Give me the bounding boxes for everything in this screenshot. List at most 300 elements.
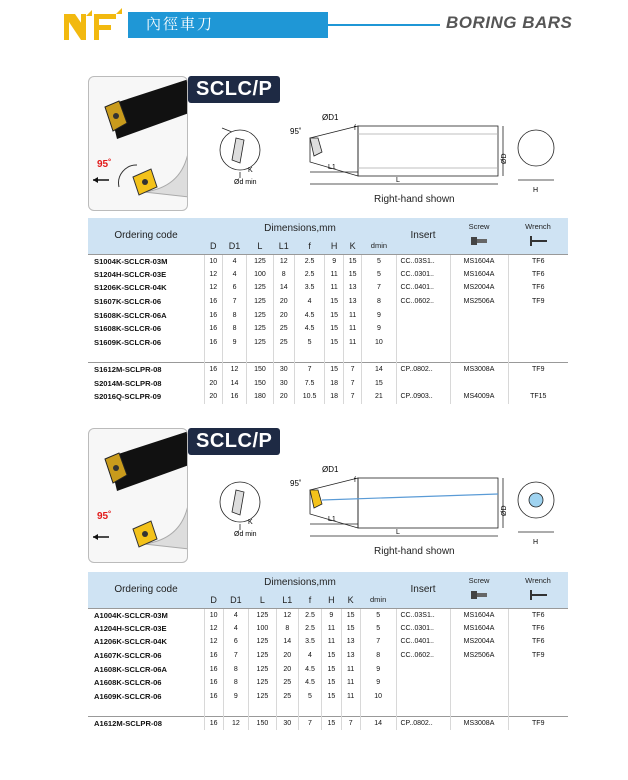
dim-cell-d1: 4 bbox=[223, 608, 248, 622]
dim-cell-k: 11 bbox=[343, 322, 361, 336]
insert-cell bbox=[396, 703, 450, 717]
screw-cell bbox=[450, 322, 508, 336]
dim-cell-l1: 25 bbox=[276, 690, 298, 704]
ordering-code-cell: A1609K-SCLCR-06 bbox=[94, 691, 162, 701]
title-divider bbox=[328, 24, 440, 26]
screw-cell bbox=[450, 376, 508, 390]
dim-cell-f: 4 bbox=[298, 649, 322, 663]
col-l1: L1 bbox=[273, 238, 294, 254]
dim-cell-k: 13 bbox=[341, 635, 360, 649]
table-row bbox=[88, 390, 568, 404]
dim-cell-l1: 20 bbox=[273, 390, 294, 404]
dim-cell-k: 15 bbox=[343, 268, 361, 282]
dim-cell-l: 150 bbox=[247, 363, 274, 377]
dim-cell-h: 15 bbox=[325, 295, 343, 309]
d-label-2: ØD bbox=[501, 505, 508, 516]
insert-cell: CP..0802.. bbox=[396, 717, 450, 731]
col-d1: D1 bbox=[222, 238, 246, 254]
insert-cell: CP..0802.. bbox=[396, 363, 450, 377]
dim-cell-l1 bbox=[276, 703, 298, 717]
insert-cell: CP..0903.. bbox=[396, 390, 450, 404]
table-row bbox=[88, 622, 568, 636]
dim-cell-h: 11 bbox=[322, 635, 341, 649]
dim-cell-d1: 6 bbox=[222, 281, 246, 295]
ordering-code-cell: A1608K-SCLCR-06 bbox=[94, 678, 162, 688]
screw-cell bbox=[450, 308, 508, 322]
wrench-icon bbox=[527, 234, 549, 248]
k-label: K bbox=[248, 167, 253, 174]
dim-cell-l1: 8 bbox=[273, 268, 294, 282]
dim-cell-dmin: 5 bbox=[362, 254, 396, 268]
ordering-code-cell: S2016Q-SCLPR-09 bbox=[94, 392, 162, 402]
model-title-2: SCLC/P bbox=[188, 428, 280, 455]
wrench-cell: TF9 bbox=[508, 295, 568, 309]
dim-cell-f: 3.5 bbox=[294, 281, 325, 295]
l1-label-2: L1 bbox=[328, 516, 336, 523]
dim-cell-d: 20 bbox=[204, 390, 222, 404]
technical-drawing-2 bbox=[218, 460, 568, 550]
dim-cell-k: 15 bbox=[341, 622, 360, 636]
dim-cell-l1: 20 bbox=[276, 662, 298, 676]
dim-cell-d1: 4 bbox=[222, 268, 246, 282]
dim-cell-d1: 14 bbox=[222, 376, 246, 390]
dim-cell-l: 125 bbox=[247, 281, 274, 295]
table-row bbox=[88, 676, 568, 690]
dim-cell-f: 2.5 bbox=[298, 608, 322, 622]
f-label-2: f bbox=[354, 477, 356, 484]
dim-cell-dmin: 9 bbox=[360, 676, 396, 690]
dim-cell-l: 150 bbox=[247, 376, 274, 390]
wrench-cell: TF6 bbox=[508, 281, 568, 295]
dim-cell-d1: 8 bbox=[223, 662, 248, 676]
dim-cell-dmin: 9 bbox=[362, 308, 396, 322]
wrench-icon-2 bbox=[527, 588, 549, 602]
page-title-en: BORING BARS bbox=[446, 13, 573, 32]
screw-cell: MS2004A bbox=[450, 635, 508, 649]
dim-cell-dmin: 14 bbox=[360, 717, 396, 731]
dim-cell-l1: 12 bbox=[273, 254, 294, 268]
dim-cell-k bbox=[341, 703, 360, 717]
col-ordering-code: Ordering code bbox=[88, 218, 204, 254]
dim-cell-d bbox=[204, 703, 223, 717]
dim-cell-dmin: 7 bbox=[362, 281, 396, 295]
dim-cell-d1: 12 bbox=[223, 717, 248, 731]
dim-cell-dmin bbox=[360, 703, 396, 717]
screw-cell: MS1604A bbox=[450, 622, 508, 636]
dim-cell-d: 12 bbox=[204, 268, 222, 282]
dim-cell-dmin: 10 bbox=[362, 336, 396, 350]
ordering-code-cell: A1206K-SCLCR-04K bbox=[94, 637, 168, 647]
dim-cell-d1: 8 bbox=[223, 676, 248, 690]
screw-header-label: Screw bbox=[468, 222, 490, 231]
dim-cell-d1: 4 bbox=[223, 622, 248, 636]
dim-cell-dmin: 14 bbox=[362, 363, 396, 377]
angle-label-2: 95˚ bbox=[290, 479, 302, 488]
insert-cell bbox=[396, 336, 450, 350]
col-dimensions: Dimensions,mm bbox=[204, 218, 396, 238]
col-h-2: H bbox=[322, 592, 341, 608]
dim-cell-f: 5 bbox=[294, 336, 325, 350]
dim-cell-d: 12 bbox=[204, 635, 223, 649]
dim-cell-f: 7.5 bbox=[294, 376, 325, 390]
dim-cell-l: 150 bbox=[249, 717, 277, 731]
dim-cell-d: 20 bbox=[204, 376, 222, 390]
screw-cell: MS2004A bbox=[450, 281, 508, 295]
dim-cell-h bbox=[325, 349, 343, 363]
dim-cell-d1: 12 bbox=[222, 363, 246, 377]
dim-cell-h bbox=[322, 703, 341, 717]
col-ordering-code-2: Ordering code bbox=[88, 572, 204, 608]
dim-cell-d bbox=[204, 349, 222, 363]
dim-cell-d1: 8 bbox=[222, 308, 246, 322]
col-dimensions-2: Dimensions,mm bbox=[204, 572, 396, 592]
insert-cell bbox=[396, 308, 450, 322]
table-row bbox=[88, 268, 568, 282]
ordering-code-cell: S1608K-SCLCR-06A bbox=[94, 310, 167, 320]
dim-cell-f: 10.5 bbox=[294, 390, 325, 404]
wrench-cell bbox=[508, 308, 568, 322]
dim-cell-l: 125 bbox=[247, 295, 274, 309]
dim-cell-l1: 8 bbox=[276, 622, 298, 636]
wrench-cell bbox=[508, 676, 568, 690]
table-row bbox=[88, 322, 568, 336]
h-label: H bbox=[533, 187, 539, 194]
col-f-2: f bbox=[298, 592, 322, 608]
dim-cell-l: 100 bbox=[249, 622, 277, 636]
dim-cell-l1: 30 bbox=[273, 376, 294, 390]
dim-cell-l: 125 bbox=[249, 635, 277, 649]
dim-cell-f: 4.5 bbox=[294, 322, 325, 336]
right-hand-caption-2: Right-hand shown bbox=[374, 546, 455, 557]
k-label-2: K bbox=[248, 519, 253, 526]
dim-cell-f: 4 bbox=[294, 295, 325, 309]
col-l1-2: L1 bbox=[276, 592, 298, 608]
col-wrench-2 bbox=[508, 572, 568, 608]
col-f: f bbox=[294, 238, 325, 254]
dim-cell-k bbox=[343, 349, 361, 363]
dim-cell-f: 2.5 bbox=[298, 622, 322, 636]
screw-cell: MS1604A bbox=[450, 268, 508, 282]
dim-cell-l: 125 bbox=[249, 608, 277, 622]
dim-cell-d1: 9 bbox=[222, 336, 246, 350]
insert-cell: CC..03S1.. bbox=[396, 254, 450, 268]
wrench-cell: TF6 bbox=[508, 608, 568, 622]
ordering-code-cell: A1608K-SCLCR-06A bbox=[94, 664, 168, 674]
l-label: L bbox=[396, 177, 400, 184]
page-title-zh: 內徑車刀 bbox=[128, 12, 328, 38]
ordering-code-cell bbox=[88, 349, 204, 363]
col-d1-2: D1 bbox=[223, 592, 248, 608]
ordering-code-cell: S2014M-SCLPR-08 bbox=[94, 378, 162, 388]
table-row bbox=[88, 254, 568, 268]
dim-cell-d: 12 bbox=[204, 281, 222, 295]
dim-cell-l: 125 bbox=[247, 254, 274, 268]
dim-cell-h: 15 bbox=[322, 676, 341, 690]
d1-label-2: ØD1 bbox=[322, 465, 339, 474]
insert-cell: CC..0602.. bbox=[396, 295, 450, 309]
table-row bbox=[88, 717, 568, 731]
col-d-2: D bbox=[204, 592, 223, 608]
dim-cell-dmin: 7 bbox=[360, 635, 396, 649]
insert-cell bbox=[396, 376, 450, 390]
col-insert-2: Insert bbox=[396, 572, 450, 608]
col-l: L bbox=[247, 238, 274, 254]
d-label: ØD bbox=[501, 153, 508, 164]
screw-cell: MS2506A bbox=[450, 649, 508, 663]
insert-cell bbox=[396, 349, 450, 363]
screw-cell: MS2506A bbox=[450, 295, 508, 309]
screw-cell bbox=[450, 690, 508, 704]
ordering-code-cell: S1608K-SCLCR-06 bbox=[94, 324, 162, 334]
dmin-label-2: Ød min bbox=[234, 531, 257, 538]
insert-cell: CC..03S1.. bbox=[396, 608, 450, 622]
dim-cell-l1: 20 bbox=[273, 308, 294, 322]
dim-cell-dmin: 5 bbox=[362, 268, 396, 282]
dim-cell-l1: 30 bbox=[273, 363, 294, 377]
angle-label: 95˚ bbox=[290, 127, 302, 136]
dim-cell-h: 11 bbox=[325, 281, 343, 295]
dim-cell-d: 16 bbox=[204, 295, 222, 309]
dim-cell-h: 9 bbox=[325, 254, 343, 268]
product-image bbox=[88, 76, 188, 211]
dim-cell-d: 16 bbox=[204, 322, 222, 336]
dim-cell-d: 16 bbox=[204, 363, 222, 377]
dim-cell-f: 4.5 bbox=[298, 662, 322, 676]
dim-cell-h: 15 bbox=[325, 363, 343, 377]
dim-cell-d: 16 bbox=[204, 676, 223, 690]
dim-cell-d: 16 bbox=[204, 662, 223, 676]
insert-cell: CC..0401.. bbox=[396, 635, 450, 649]
dim-cell-dmin: 5 bbox=[360, 622, 396, 636]
dim-cell-l: 125 bbox=[249, 690, 277, 704]
table-row bbox=[88, 635, 568, 649]
dim-cell-dmin: 5 bbox=[360, 608, 396, 622]
dim-cell-f: 4.5 bbox=[298, 676, 322, 690]
screw-cell bbox=[450, 662, 508, 676]
f-label: f bbox=[354, 125, 356, 132]
dim-cell-l1: 30 bbox=[276, 717, 298, 731]
dim-cell-h: 18 bbox=[325, 376, 343, 390]
dim-cell-k: 11 bbox=[343, 336, 361, 350]
col-screw bbox=[450, 218, 508, 254]
dim-cell-d1: 7 bbox=[223, 649, 248, 663]
dim-cell-dmin: 8 bbox=[362, 295, 396, 309]
dim-cell-d: 10 bbox=[204, 608, 223, 622]
table-row bbox=[88, 349, 568, 363]
wrench-header-label-2: Wrench bbox=[525, 576, 551, 585]
col-l-2: L bbox=[249, 592, 277, 608]
dim-cell-d1 bbox=[222, 349, 246, 363]
wrench-cell bbox=[508, 376, 568, 390]
wrench-cell bbox=[508, 690, 568, 704]
right-hand-caption: Right-hand shown bbox=[374, 194, 455, 205]
dim-cell-l1 bbox=[273, 349, 294, 363]
dim-cell-f: 3.5 bbox=[298, 635, 322, 649]
table-row bbox=[88, 690, 568, 704]
dim-cell-f: 2.5 bbox=[294, 268, 325, 282]
dim-cell-d1: 16 bbox=[222, 390, 246, 404]
dim-cell-h: 11 bbox=[325, 268, 343, 282]
col-k-2: K bbox=[341, 592, 360, 608]
dim-cell-l: 125 bbox=[249, 662, 277, 676]
dim-cell-k: 13 bbox=[343, 281, 361, 295]
table-row bbox=[88, 662, 568, 676]
dim-cell-l: 125 bbox=[247, 308, 274, 322]
table-row bbox=[88, 703, 568, 717]
dim-cell-f: 4.5 bbox=[294, 308, 325, 322]
ordering-code-cell bbox=[88, 703, 204, 717]
dim-cell-dmin: 10 bbox=[360, 690, 396, 704]
dim-cell-l bbox=[247, 349, 274, 363]
dim-cell-h: 15 bbox=[322, 662, 341, 676]
wrench-cell: TF9 bbox=[508, 649, 568, 663]
dim-cell-h: 15 bbox=[325, 322, 343, 336]
dim-cell-d1: 4 bbox=[222, 254, 246, 268]
dim-cell-l: 100 bbox=[247, 268, 274, 282]
d1-label: ØD1 bbox=[322, 113, 339, 122]
col-insert: Insert bbox=[396, 218, 450, 254]
dim-cell-k: 11 bbox=[343, 308, 361, 322]
table-row bbox=[88, 363, 568, 377]
dim-cell-h: 18 bbox=[325, 390, 343, 404]
wrench-header-label: Wrench bbox=[525, 222, 551, 231]
dim-cell-l bbox=[249, 703, 277, 717]
h-label-2: H bbox=[533, 539, 539, 546]
dim-cell-dmin: 8 bbox=[360, 649, 396, 663]
insert-cell bbox=[396, 676, 450, 690]
dim-cell-k: 13 bbox=[341, 649, 360, 663]
dim-cell-k: 15 bbox=[341, 608, 360, 622]
dim-cell-k: 11 bbox=[341, 676, 360, 690]
wrench-cell: TF6 bbox=[508, 254, 568, 268]
insert-cell bbox=[396, 662, 450, 676]
insert-cell: CC..0301.. bbox=[396, 622, 450, 636]
dim-cell-d: 12 bbox=[204, 622, 223, 636]
col-dmin-2: dmin bbox=[360, 592, 396, 608]
wrench-cell: TF9 bbox=[508, 363, 568, 377]
wrench-cell: TF6 bbox=[508, 635, 568, 649]
dim-cell-l1: 14 bbox=[276, 635, 298, 649]
dim-cell-d1: 9 bbox=[223, 690, 248, 704]
dim-cell-h: 9 bbox=[322, 608, 341, 622]
col-screw-2 bbox=[450, 572, 508, 608]
dim-cell-dmin bbox=[362, 349, 396, 363]
dim-cell-l1: 25 bbox=[273, 336, 294, 350]
ordering-code-cell: S1607K-SCLCR-06 bbox=[94, 297, 162, 307]
screw-cell: MS3008A bbox=[450, 363, 508, 377]
dim-cell-dmin: 9 bbox=[360, 662, 396, 676]
model-title: SCLC/P bbox=[188, 76, 280, 103]
wrench-cell: TF6 bbox=[508, 268, 568, 282]
dim-cell-l: 125 bbox=[247, 336, 274, 350]
dim-cell-l: 125 bbox=[249, 676, 277, 690]
screw-cell bbox=[450, 703, 508, 717]
table-row bbox=[88, 376, 568, 390]
screw-cell bbox=[450, 336, 508, 350]
lead-angle-label: 95˚ bbox=[97, 159, 112, 170]
dim-cell-dmin: 9 bbox=[362, 322, 396, 336]
dim-cell-f: 5 bbox=[298, 690, 322, 704]
dim-cell-d: 16 bbox=[204, 308, 222, 322]
dim-cell-h: 15 bbox=[322, 690, 341, 704]
col-wrench bbox=[508, 218, 568, 254]
screw-cell: MS1604A bbox=[450, 608, 508, 622]
insert-cell: CC..0602.. bbox=[396, 649, 450, 663]
col-d: D bbox=[204, 238, 222, 254]
dim-cell-h: 11 bbox=[322, 622, 341, 636]
insert-cell: CC..0301.. bbox=[396, 268, 450, 282]
wrench-cell: TF9 bbox=[508, 717, 568, 731]
l1-label: L1 bbox=[328, 164, 336, 171]
wrench-cell bbox=[508, 349, 568, 363]
ordering-code-cell: A1612M-SCLPR-08 bbox=[88, 717, 204, 731]
l-label-2: L bbox=[396, 529, 400, 536]
ordering-code-cell: S1206K-SCLCR-04K bbox=[94, 283, 167, 293]
dim-cell-h: 15 bbox=[322, 649, 341, 663]
col-dmin: dmin bbox=[362, 238, 396, 254]
dim-cell-d: 16 bbox=[204, 336, 222, 350]
insert-cell bbox=[396, 690, 450, 704]
screw-icon bbox=[469, 234, 489, 248]
dim-cell-k: 11 bbox=[341, 662, 360, 676]
wrench-cell: TF6 bbox=[508, 622, 568, 636]
screw-cell: MS4009A bbox=[450, 390, 508, 404]
dim-cell-l1: 25 bbox=[276, 676, 298, 690]
wrench-cell bbox=[508, 662, 568, 676]
dim-cell-d: 16 bbox=[204, 717, 223, 731]
dim-cell-dmin: 21 bbox=[362, 390, 396, 404]
ordering-code-cell: S1612M-SCLPR-08 bbox=[88, 363, 204, 377]
ordering-code-cell: A1004K-SCLCR-03M bbox=[88, 608, 204, 622]
ordering-code-cell: S1609K-SCLCR-06 bbox=[94, 337, 162, 347]
wrench-cell: TF15 bbox=[508, 390, 568, 404]
screw-cell bbox=[450, 349, 508, 363]
dim-cell-l1: 25 bbox=[273, 322, 294, 336]
table-row bbox=[88, 295, 568, 309]
dim-cell-k: 7 bbox=[343, 363, 361, 377]
dim-cell-d1: 6 bbox=[223, 635, 248, 649]
dim-cell-d: 10 bbox=[204, 254, 222, 268]
dim-cell-k: 7 bbox=[341, 717, 360, 731]
dim-cell-h: 15 bbox=[322, 717, 341, 731]
table-row bbox=[88, 308, 568, 322]
lead-angle-label-2: 95˚ bbox=[97, 511, 112, 522]
wrench-cell bbox=[508, 322, 568, 336]
col-h: H bbox=[325, 238, 343, 254]
dim-cell-l1: 20 bbox=[273, 295, 294, 309]
dim-cell-l1: 14 bbox=[273, 281, 294, 295]
table-row bbox=[88, 336, 568, 350]
dmin-label: Ød min bbox=[234, 179, 257, 186]
dim-cell-l: 125 bbox=[249, 649, 277, 663]
dim-cell-d1: 7 bbox=[222, 295, 246, 309]
dim-cell-k: 7 bbox=[343, 376, 361, 390]
spec-table-2 bbox=[88, 572, 568, 730]
dim-cell-k: 13 bbox=[343, 295, 361, 309]
table-row bbox=[88, 281, 568, 295]
dim-cell-l1: 20 bbox=[276, 649, 298, 663]
wrench-cell bbox=[508, 336, 568, 350]
insert-cell bbox=[396, 322, 450, 336]
brand-logo bbox=[62, 8, 124, 42]
dim-cell-k: 15 bbox=[343, 254, 361, 268]
table-row bbox=[88, 649, 568, 663]
dim-cell-k: 7 bbox=[343, 390, 361, 404]
screw-cell bbox=[450, 676, 508, 690]
dim-cell-dmin: 15 bbox=[362, 376, 396, 390]
screw-header-label-2: Screw bbox=[468, 576, 490, 585]
product-image-2 bbox=[88, 428, 188, 563]
